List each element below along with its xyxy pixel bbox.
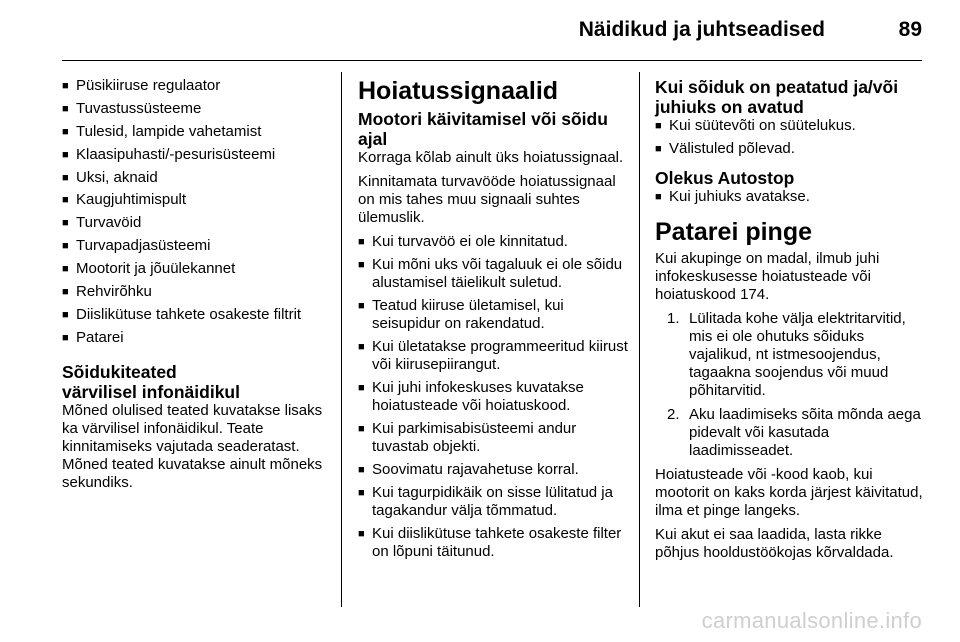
column-2 xyxy=(358,77,630,566)
list-item: ■ Püsikiiruse regulaator xyxy=(62,77,334,95)
list-item: ■ Kui tagurpidikäik on sisse lülitatud ja tagakandur välja tõmmatud. xyxy=(358,484,630,520)
list-item: ■ Rehvirõhku xyxy=(62,283,334,301)
list-item: ■ Diislikütuse tahkete osakeste filtrit xyxy=(62,306,334,324)
column-3 xyxy=(655,77,927,568)
list-item: ■ Klaasipuhasti/-pesurisüsteemi xyxy=(62,146,334,164)
list-item: ■ Tulesid, lampide vahetamist xyxy=(62,123,334,141)
section-title: Näidikud ja juhtseadised xyxy=(578,18,825,41)
paragraph: Korraga kõlab ainult üks hoiatussignaal. xyxy=(358,149,624,166)
autostop-conditions-list xyxy=(655,188,927,206)
chime-conditions-list xyxy=(358,233,630,561)
list-item: ■ Kui juhiuks avatakse. xyxy=(655,188,927,206)
column-divider-2 xyxy=(639,72,640,607)
paragraph: Kui akut ei saa laadida, lasta rikke põhjus hooldustöökojas kõrvaldada. xyxy=(655,526,894,561)
list-item: ■ Soovimatu rajavahetuse korral. xyxy=(358,461,630,479)
step-number: 1. xyxy=(667,310,680,327)
list-item: ■ Teatud kiiruse ületamisel, kui seisupidur on rakendatud. xyxy=(358,297,630,333)
vehicle-messages-text: Mõned olulised teated kuvatakse lisaks ka värvilisel infonäidikul. Teate kinnitamiseks vajutada seaderatast. Mõned teated kuvatakse ainult mõneks sekundiks. xyxy=(62,401,323,491)
autostop-heading: Olekus Autostop xyxy=(655,168,795,188)
list-item xyxy=(655,406,927,460)
topic-list xyxy=(62,77,334,347)
list-item: ■ Kui parkimisabisüsteemi andur tuvastab objekti. xyxy=(358,420,630,456)
list-item: ■ Uksi, aknaid xyxy=(62,169,334,187)
parked-heading: Kui sõiduk on peatatud ja/või juhiuks on avatud xyxy=(655,77,899,117)
paragraph: Hoiatusteade või -kood kaob, kui mootorit on kaks korda järjest käivitatud, ilma et pinge langeks. xyxy=(655,466,923,519)
heading-line: värvilisel infonäidikul xyxy=(62,381,240,402)
heading-line: Sõidukiteated xyxy=(62,361,177,382)
list-item: ■ Turvapadjasüsteemi xyxy=(62,237,334,255)
engine-start-heading: Mootori käivitamisel või sõidu ajal xyxy=(358,109,608,149)
list-item: ■ Kui diislikütuse tahkete osakeste filter on lõpuni täitunud. xyxy=(358,525,630,561)
list-item: ■ Kui mõni uks või tagaluuk ei ole sõidu alustamisel täielikult suletud. xyxy=(358,256,630,292)
list-item: ■ Patarei xyxy=(62,329,334,347)
list-item: ■ Kui turvavöö ei ole kinnitatud. xyxy=(358,233,630,251)
column-divider-1 xyxy=(341,72,342,607)
step-number: 2. xyxy=(667,406,680,423)
parked-conditions-list xyxy=(655,117,927,158)
list-item: ■ Välistuled põlevad. xyxy=(655,140,927,158)
watermark: carmanualsonline.info xyxy=(701,608,922,633)
list-item xyxy=(655,310,927,400)
list-item: ■ Kaugjuhtimispult xyxy=(62,191,334,209)
paragraph: Kinnitamata turvavööde hoiatussignaal on mis tahes muu signaali suhtes ülemuslik. xyxy=(358,173,616,226)
step-text: Lülitada kohe välja elektritarvitid, mis ei ole ohutuks sõiduks vajalikud, nt istmesoojendus, tagaakna soojendus või muud põhitarvitid. xyxy=(689,310,906,399)
list-item: ■ Kui juhi infokeskuses kuvatakse hoiatusteade või hoiatuskood. xyxy=(358,379,630,415)
header-rule xyxy=(62,60,922,61)
list-item: ■ Tuvastussüsteeme xyxy=(62,100,334,118)
paragraph: Kui akupinge on madal, ilmub juhi infokeskusesse hoiatusteade või hoiatuskood 174. xyxy=(655,250,880,303)
battery-voltage-title: Patarei pinge xyxy=(655,218,812,246)
list-item: ■ Mootorit ja jõuülekannet xyxy=(62,260,334,278)
list-item: ■ Kui süütevõti on süütelukus. xyxy=(655,117,927,135)
battery-steps-list xyxy=(655,310,927,460)
page-number: 89 xyxy=(898,18,922,41)
vehicle-messages-heading xyxy=(62,362,334,402)
column-1 xyxy=(62,77,334,498)
list-item: ■ Turvavöid xyxy=(62,214,334,232)
step-text: Aku laadimiseks sõita mõnda aega pidevalt või kasutada laadimisseadet. xyxy=(689,406,921,459)
warning-chimes-title: Hoiatussignaalid xyxy=(358,77,559,105)
list-item: ■ Kui ületatakse programmeeritud kiirust või kiirusepiirangut. xyxy=(358,338,630,374)
